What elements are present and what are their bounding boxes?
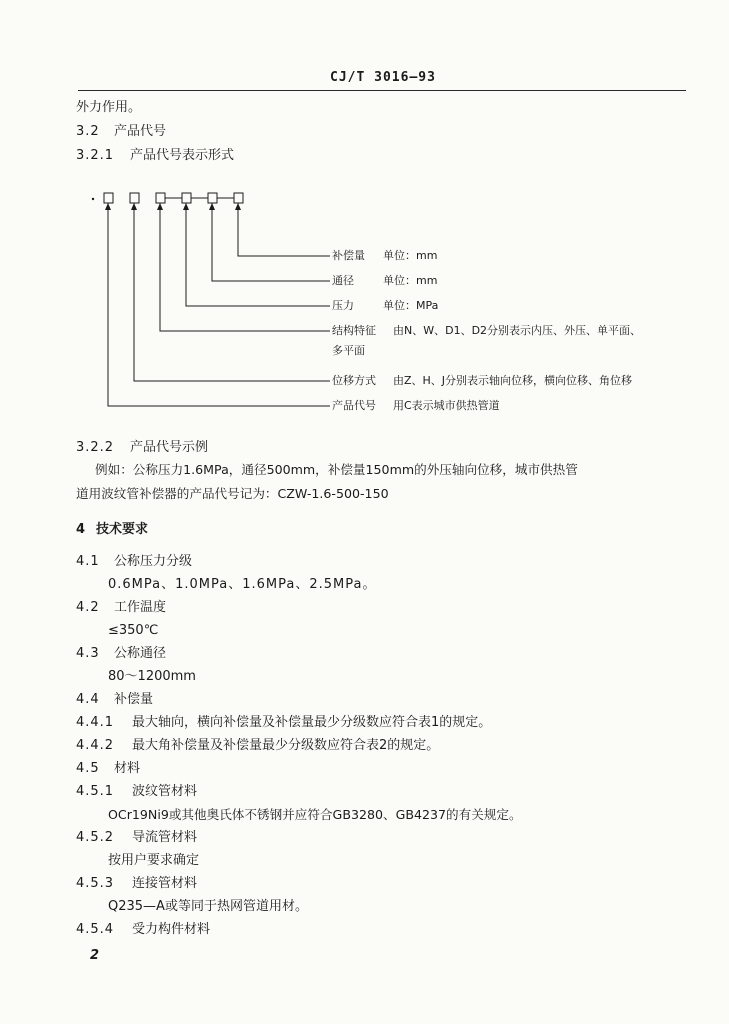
section-number-4-3: 4.3 [76, 646, 100, 661]
section-number-4-5-1: 4.5.1 [76, 784, 115, 799]
code-box-4 [182, 193, 191, 203]
code-box-6 [234, 193, 243, 203]
diagram-desc-diameter: 单位：mm [383, 274, 438, 287]
diagram-label-diameter: 通径 [332, 274, 354, 287]
section-number-4-5-4: 4.5.4 [76, 922, 115, 937]
diagram-desc-structure-cont: 多平面 [332, 344, 365, 357]
section-title-3-2: 产品代号 [114, 124, 167, 139]
guide-tube-material: 按用户要求确定 [108, 853, 200, 868]
section-title-4-5-1: 波纹管材料 [132, 784, 198, 799]
diagram-label-structure: 结构特征 [332, 324, 376, 337]
leader-product-code [108, 203, 330, 406]
leader-compensation [238, 203, 330, 256]
connection-tube-material: Q235—A或等同于热网管道用材。 [108, 899, 308, 914]
section-title-4-1: 公称压力分级 [114, 554, 193, 569]
pressure-grades: 0.6MPa、1.0MPa、1.6MPa、2.5MPa。 [108, 577, 377, 592]
bellows-material: OCr19Ni9或其他奥氏体不锈钢并应符合GB3280、GB4237的有关规定。 [108, 807, 522, 822]
leader-pressure [186, 203, 330, 306]
section-number-4-5-3: 4.5.3 [76, 876, 115, 891]
diagram-label-pressure: 压力 [332, 299, 354, 312]
section-number-3-2: 3.2 [76, 124, 100, 139]
section-number-4-4-1: 4.4.1 [76, 715, 115, 730]
section-title-4-5-2: 导流管材料 [132, 830, 198, 845]
section-number-4-5-2: 4.5.2 [76, 830, 115, 845]
diagram-desc-displacement: 由Z、H、J分别表示轴向位移，横向位移、角位移 [393, 374, 633, 387]
section-number-4-2: 4.2 [76, 600, 100, 615]
section-number-4-4: 4.4 [76, 692, 100, 707]
section-body-4-4-2: 最大角补偿量及补偿量最少分级数应符合表2的规定。 [132, 738, 440, 753]
section-number-4: 4 [76, 522, 86, 537]
diagram-label-product-code: 产品代号 [332, 399, 376, 412]
document-code: CJ/T 3016—93 [330, 70, 436, 85]
section-number-4-4-2: 4.4.2 [76, 738, 115, 753]
diagram-label-compensation: 补偿量 [332, 249, 365, 262]
section-body-4-4-1: 最大轴向，横向补偿量及补偿量最少分级数应符合表1的规定。 [132, 715, 492, 730]
section-title-4-3: 公称通径 [114, 646, 167, 661]
section-title-4: 技术要求 [96, 522, 149, 537]
diagram-desc-pressure: 单位：MPa [383, 299, 439, 312]
code-box-1 [104, 193, 113, 203]
leader-displacement [134, 203, 330, 381]
example-line-1: 例如：公称压力1.6MPa，通径500mm，补偿量150mm的外压轴向位移，城市供热管 [95, 462, 578, 477]
section-title-4-5: 材料 [114, 761, 141, 776]
section-number-4-1: 4.1 [76, 554, 100, 569]
section-title-4-4: 补偿量 [114, 692, 154, 707]
diagram-label-displacement: 位移方式 [332, 374, 376, 387]
section-title-4-5-3: 连接管材料 [132, 876, 198, 891]
paragraph-continuation: 外力作用。 [76, 100, 142, 115]
diagram-desc-product-code: 用C表示城市供热管道 [393, 399, 500, 412]
section-number-3-2-1: 3.2.1 [76, 148, 115, 163]
working-temperature: ≤350℃ [108, 623, 159, 638]
code-box-5 [208, 193, 217, 203]
section-title-4-5-4: 受力构件材料 [132, 922, 211, 937]
section-number-3-2-2: 3.2.2 [76, 440, 115, 455]
section-title-3-2-1: 产品代号表示形式 [130, 148, 235, 163]
code-box-3 [156, 193, 165, 203]
section-title-3-2-2: 产品代号示例 [130, 440, 209, 455]
section-title-4-2: 工作温度 [114, 600, 167, 615]
nominal-diameter-range: 80～1200mm [108, 669, 196, 684]
code-box-2 [130, 193, 139, 203]
diagram-desc-structure: 由N、W、D1、D2分别表示内压、外压、单平面、 [393, 324, 642, 337]
diagram-desc-compensation: 单位：mm [383, 249, 438, 262]
leader-diameter [212, 203, 330, 281]
section-number-4-5: 4.5 [76, 761, 100, 776]
example-line-2: 道用波纹管补偿器的产品代号记为：CZW-1.6-500-150 [76, 486, 389, 501]
page-number: 2 [90, 948, 100, 963]
